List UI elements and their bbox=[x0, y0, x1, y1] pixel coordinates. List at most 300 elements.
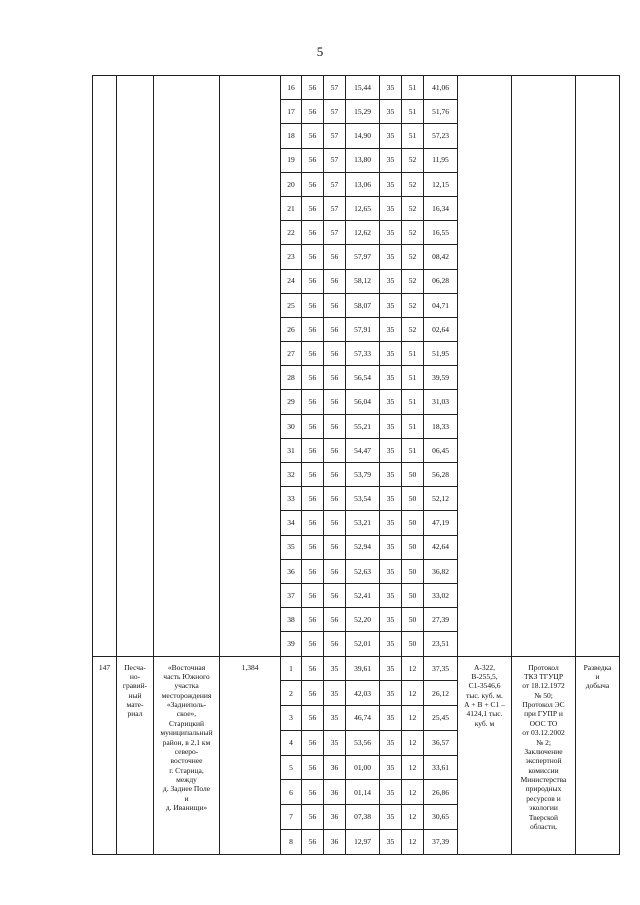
lat-deg-cell-text: 56 bbox=[308, 738, 317, 748]
lon-deg-cell-text: 35 bbox=[386, 494, 395, 504]
empty-use-cell bbox=[576, 76, 620, 657]
lat-sec-cell-text: 53,79 bbox=[354, 469, 371, 479]
lon-deg-cell bbox=[380, 830, 402, 855]
lon-sec-cell bbox=[424, 317, 458, 341]
lat-sec-cell bbox=[346, 124, 380, 148]
lat-min-cell-text: 57 bbox=[330, 107, 339, 117]
lon-sec-cell-text: 42,64 bbox=[432, 542, 449, 552]
lon-deg-cell-text: 35 bbox=[386, 663, 395, 673]
lat-sec-cell bbox=[346, 438, 380, 462]
lon-sec-cell-text: 39,59 bbox=[432, 373, 449, 383]
point-number-cell-text: 20 bbox=[287, 179, 295, 189]
lat-deg-cell-text: 56 bbox=[308, 155, 317, 165]
lon-deg-cell bbox=[380, 608, 402, 632]
lon-min-cell-text: 12 bbox=[408, 787, 417, 797]
lat-sec-cell bbox=[346, 608, 380, 632]
lat-min-cell-text: 57 bbox=[330, 228, 339, 238]
lon-min-cell-text: 12 bbox=[408, 663, 417, 673]
lat-deg-cell bbox=[302, 221, 324, 245]
lon-min-cell-text: 12 bbox=[408, 738, 417, 748]
lat-sec-cell bbox=[346, 706, 380, 731]
lon-min-cell-text: 52 bbox=[408, 155, 417, 165]
lat-deg-cell bbox=[302, 656, 324, 681]
lat-sec-cell bbox=[346, 559, 380, 583]
lat-sec-cell bbox=[346, 390, 380, 414]
lon-min-cell bbox=[402, 535, 424, 559]
point-number-cell bbox=[281, 196, 302, 220]
lon-min-cell bbox=[402, 583, 424, 607]
material-cell bbox=[117, 656, 154, 854]
lon-min-cell bbox=[402, 511, 424, 535]
lat-sec-cell bbox=[346, 245, 380, 269]
lat-deg-cell bbox=[302, 805, 324, 830]
lat-deg-cell-text: 56 bbox=[308, 542, 317, 552]
lon-sec-cell bbox=[424, 414, 458, 438]
lat-deg-cell-text: 56 bbox=[308, 639, 317, 649]
lon-sec-cell-text: 31,03 bbox=[432, 397, 449, 407]
lat-deg-cell bbox=[302, 559, 324, 583]
lat-min-cell-text: 57 bbox=[330, 203, 339, 213]
lon-deg-cell-text: 35 bbox=[386, 324, 395, 334]
lon-sec-cell-text: 27,39 bbox=[432, 615, 449, 625]
lat-min-cell bbox=[324, 559, 346, 583]
lat-deg-cell-text: 56 bbox=[308, 469, 317, 479]
lat-deg-cell-text: 56 bbox=[308, 837, 317, 847]
lon-min-cell-text: 50 bbox=[408, 615, 417, 625]
lon-min-cell bbox=[402, 269, 424, 293]
lat-min-cell-text: 57 bbox=[330, 155, 339, 165]
lat-deg-cell bbox=[302, 511, 324, 535]
lon-deg-cell-text: 35 bbox=[386, 373, 395, 383]
lat-deg-cell bbox=[302, 414, 324, 438]
lon-sec-cell bbox=[424, 366, 458, 390]
point-number-cell-text: 31 bbox=[287, 445, 295, 455]
point-number-cell-text: 8 bbox=[289, 837, 293, 847]
lon-min-cell bbox=[402, 317, 424, 341]
lon-sec-cell bbox=[424, 706, 458, 731]
point-number-cell bbox=[281, 487, 302, 511]
point-number-cell bbox=[281, 656, 302, 681]
lat-deg-cell bbox=[302, 342, 324, 366]
lon-sec-cell-text: 56,28 bbox=[432, 469, 449, 479]
point-number-cell bbox=[281, 293, 302, 317]
lat-sec-cell bbox=[346, 780, 380, 805]
lon-min-cell bbox=[402, 438, 424, 462]
lon-deg-cell-text: 35 bbox=[386, 82, 395, 92]
lon-sec-cell bbox=[424, 390, 458, 414]
lat-min-cell bbox=[324, 583, 346, 607]
lat-min-cell bbox=[324, 245, 346, 269]
lon-deg-cell bbox=[380, 245, 402, 269]
empty-number-cell bbox=[93, 76, 117, 657]
lat-sec-cell-text: 57,97 bbox=[354, 252, 371, 262]
lat-sec-cell-text: 58,12 bbox=[354, 276, 371, 286]
lat-deg-cell-text: 56 bbox=[308, 82, 317, 92]
lat-min-cell bbox=[324, 463, 346, 487]
lat-min-cell-text: 56 bbox=[330, 639, 339, 649]
lat-sec-cell-text: 39,61 bbox=[354, 663, 371, 673]
lat-deg-cell bbox=[302, 172, 324, 196]
lon-min-cell bbox=[402, 755, 424, 780]
usage-type-cell-text: Разведка и добыча bbox=[583, 662, 612, 691]
lat-min-cell bbox=[324, 293, 346, 317]
site-cell bbox=[154, 656, 220, 854]
lat-sec-cell bbox=[346, 269, 380, 293]
lon-min-cell bbox=[402, 463, 424, 487]
point-number-cell-text: 3 bbox=[289, 713, 293, 723]
point-number-cell bbox=[281, 317, 302, 341]
lon-deg-cell-text: 35 bbox=[386, 131, 395, 141]
lat-min-cell-text: 56 bbox=[330, 518, 339, 528]
lon-deg-cell bbox=[380, 730, 402, 755]
lon-deg-cell bbox=[380, 148, 402, 172]
point-number-cell-text: 36 bbox=[287, 566, 295, 576]
lon-sec-cell bbox=[424, 632, 458, 656]
lon-sec-cell bbox=[424, 559, 458, 583]
lon-deg-cell bbox=[380, 124, 402, 148]
lat-min-cell-text: 56 bbox=[330, 566, 339, 576]
lat-sec-cell-text: 57,91 bbox=[354, 324, 371, 334]
lat-sec-cell bbox=[346, 342, 380, 366]
lon-min-cell bbox=[402, 172, 424, 196]
lon-min-cell bbox=[402, 76, 424, 100]
lat-deg-cell-text: 56 bbox=[308, 713, 317, 723]
lat-min-cell bbox=[324, 608, 346, 632]
reserves-cell-text: А-322, В-255,5, С1-3546,6 тыс. куб. м. А + В + С1 – 4124,1 тыс. куб. м bbox=[464, 662, 505, 728]
lat-min-cell bbox=[324, 706, 346, 731]
lon-sec-cell-text: 51,95 bbox=[432, 348, 449, 358]
lon-deg-cell bbox=[380, 317, 402, 341]
lon-min-cell-text: 52 bbox=[408, 324, 417, 334]
point-number-cell-text: 1 bbox=[289, 663, 293, 673]
point-number-cell bbox=[281, 608, 302, 632]
point-number-cell bbox=[281, 366, 302, 390]
lat-min-cell-text: 56 bbox=[330, 469, 339, 479]
lat-sec-cell-text: 52,94 bbox=[354, 542, 371, 552]
lon-sec-cell bbox=[424, 342, 458, 366]
point-number-cell bbox=[281, 706, 302, 731]
lon-deg-cell-text: 35 bbox=[386, 397, 395, 407]
point-number-cell-text: 30 bbox=[287, 421, 295, 431]
point-number-cell bbox=[281, 632, 302, 656]
lat-min-cell-text: 56 bbox=[330, 300, 339, 310]
area-cell bbox=[220, 656, 281, 854]
lat-min-cell bbox=[324, 100, 346, 124]
lat-sec-cell bbox=[346, 755, 380, 780]
empty-documents-cell bbox=[512, 76, 576, 657]
point-number-cell bbox=[281, 414, 302, 438]
lat-deg-cell bbox=[302, 463, 324, 487]
lat-sec-cell-text: 12,65 bbox=[354, 203, 371, 213]
usage-type-cell bbox=[576, 656, 620, 854]
lat-min-cell-text: 56 bbox=[330, 445, 339, 455]
lon-deg-cell-text: 35 bbox=[386, 179, 395, 189]
lon-deg-cell bbox=[380, 559, 402, 583]
lat-min-cell bbox=[324, 76, 346, 100]
lat-deg-cell bbox=[302, 100, 324, 124]
lat-deg-cell bbox=[302, 196, 324, 220]
material-cell-text: Песча- но- гравий- ный мате- риал bbox=[122, 662, 148, 719]
point-number-cell-text: 6 bbox=[289, 787, 293, 797]
lon-min-cell bbox=[402, 805, 424, 830]
lat-sec-cell-text: 52,20 bbox=[354, 615, 371, 625]
lon-sec-cell-text: 51,76 bbox=[432, 107, 449, 117]
point-number-cell-text: 5 bbox=[289, 762, 293, 772]
lon-sec-cell-text: 12,15 bbox=[432, 179, 449, 189]
record-number-cell-text: 147 bbox=[98, 662, 111, 672]
lat-min-cell bbox=[324, 780, 346, 805]
lat-min-cell bbox=[324, 830, 346, 855]
lat-sec-cell-text: 52,01 bbox=[354, 639, 371, 649]
point-number-cell-text: 2 bbox=[289, 688, 293, 698]
lat-sec-cell-text: 55,21 bbox=[354, 421, 371, 431]
lon-min-cell-text: 51 bbox=[408, 107, 417, 117]
point-number-cell bbox=[281, 390, 302, 414]
lat-deg-cell bbox=[302, 390, 324, 414]
lon-deg-cell bbox=[380, 706, 402, 731]
lat-deg-cell-text: 56 bbox=[308, 590, 317, 600]
lon-min-cell-text: 51 bbox=[408, 373, 417, 383]
lat-deg-cell-text: 56 bbox=[308, 397, 317, 407]
record-number-cell bbox=[93, 656, 117, 854]
lat-sec-cell-text: 14,90 bbox=[354, 131, 371, 141]
lon-sec-cell bbox=[424, 463, 458, 487]
lon-min-cell bbox=[402, 414, 424, 438]
lon-deg-cell-text: 35 bbox=[386, 300, 395, 310]
lon-sec-cell bbox=[424, 293, 458, 317]
lat-sec-cell bbox=[346, 730, 380, 755]
lat-min-cell bbox=[324, 342, 346, 366]
lat-deg-cell-text: 56 bbox=[308, 276, 317, 286]
lat-sec-cell bbox=[346, 681, 380, 706]
lon-deg-cell-text: 35 bbox=[386, 252, 395, 262]
lon-sec-cell bbox=[424, 608, 458, 632]
lon-deg-cell bbox=[380, 414, 402, 438]
lon-deg-cell bbox=[380, 293, 402, 317]
lat-min-cell bbox=[324, 390, 346, 414]
page-number: 5 bbox=[316, 44, 324, 59]
point-number-cell bbox=[281, 805, 302, 830]
lat-sec-cell-text: 15,29 bbox=[354, 107, 371, 117]
lon-sec-cell bbox=[424, 245, 458, 269]
lon-deg-cell bbox=[380, 805, 402, 830]
lon-deg-cell-text: 35 bbox=[386, 203, 395, 213]
lon-sec-cell-text: 16,34 bbox=[432, 203, 449, 213]
lon-sec-cell bbox=[424, 438, 458, 462]
lat-min-cell-text: 56 bbox=[330, 373, 339, 383]
point-number-cell bbox=[281, 559, 302, 583]
lon-sec-cell-text: 37,39 bbox=[432, 837, 449, 847]
lat-deg-cell-text: 56 bbox=[308, 179, 317, 189]
lat-deg-cell bbox=[302, 706, 324, 731]
lat-deg-cell bbox=[302, 681, 324, 706]
lat-deg-cell bbox=[302, 535, 324, 559]
lat-sec-cell-text: 12,62 bbox=[354, 228, 371, 238]
lon-sec-cell bbox=[424, 172, 458, 196]
lon-min-cell bbox=[402, 730, 424, 755]
lon-min-cell-text: 52 bbox=[408, 203, 417, 213]
reserves-cell bbox=[458, 656, 512, 854]
lat-min-cell bbox=[324, 366, 346, 390]
lat-sec-cell bbox=[346, 148, 380, 172]
lon-deg-cell-text: 35 bbox=[386, 445, 395, 455]
lon-sec-cell-text: 47,19 bbox=[432, 518, 449, 528]
lat-min-cell bbox=[324, 414, 346, 438]
lat-sec-cell bbox=[346, 487, 380, 511]
lon-min-cell bbox=[402, 487, 424, 511]
lat-sec-cell bbox=[346, 463, 380, 487]
lon-sec-cell-text: 16,55 bbox=[432, 228, 449, 238]
lat-sec-cell-text: 56,04 bbox=[354, 397, 371, 407]
lat-min-cell bbox=[324, 632, 346, 656]
lat-deg-cell bbox=[302, 755, 324, 780]
lat-min-cell bbox=[324, 535, 346, 559]
lon-sec-cell bbox=[424, 269, 458, 293]
lat-sec-cell-text: 07,38 bbox=[354, 812, 371, 822]
lat-sec-cell-text: 13,06 bbox=[354, 179, 371, 189]
lat-sec-cell-text: 46,74 bbox=[354, 713, 371, 723]
lon-min-cell bbox=[402, 100, 424, 124]
lat-min-cell-text: 36 bbox=[330, 762, 339, 772]
lon-sec-cell-text: 37,35 bbox=[432, 663, 449, 673]
lon-sec-cell bbox=[424, 681, 458, 706]
lon-sec-cell bbox=[424, 76, 458, 100]
lon-sec-cell-text: 02,64 bbox=[432, 324, 449, 334]
lat-deg-cell bbox=[302, 830, 324, 855]
point-number-cell-text: 33 bbox=[287, 494, 295, 504]
lat-min-cell bbox=[324, 148, 346, 172]
lon-sec-cell bbox=[424, 124, 458, 148]
lon-min-cell-text: 50 bbox=[408, 542, 417, 552]
lat-sec-cell-text: 52,41 bbox=[354, 590, 371, 600]
point-number-cell bbox=[281, 269, 302, 293]
lat-min-cell-text: 35 bbox=[330, 738, 339, 748]
lon-sec-cell bbox=[424, 100, 458, 124]
point-number-cell bbox=[281, 172, 302, 196]
lon-min-cell-text: 52 bbox=[408, 252, 417, 262]
lat-deg-cell-text: 56 bbox=[308, 228, 317, 238]
lon-min-cell bbox=[402, 148, 424, 172]
lat-min-cell-text: 57 bbox=[330, 131, 339, 141]
lat-sec-cell-text: 13,80 bbox=[354, 155, 371, 165]
point-number-cell-text: 29 bbox=[287, 397, 295, 407]
point-number-cell bbox=[281, 124, 302, 148]
lon-deg-cell-text: 35 bbox=[386, 615, 395, 625]
point-number-cell bbox=[281, 463, 302, 487]
lon-sec-cell bbox=[424, 780, 458, 805]
lon-sec-cell-text: 41,06 bbox=[432, 82, 449, 92]
lat-min-cell-text: 56 bbox=[330, 276, 339, 286]
lon-deg-cell-text: 35 bbox=[386, 787, 395, 797]
lat-min-cell bbox=[324, 196, 346, 220]
point-number-cell-text: 37 bbox=[287, 590, 295, 600]
lon-deg-cell bbox=[380, 100, 402, 124]
lon-min-cell-text: 12 bbox=[408, 713, 417, 723]
lat-deg-cell bbox=[302, 487, 324, 511]
lon-min-cell bbox=[402, 196, 424, 220]
lon-min-cell bbox=[402, 124, 424, 148]
lat-sec-cell bbox=[346, 656, 380, 681]
lat-deg-cell-text: 56 bbox=[308, 324, 317, 334]
point-number-cell-text: 25 bbox=[287, 300, 295, 310]
lat-min-cell-text: 56 bbox=[330, 542, 339, 552]
lat-sec-cell-text: 52,63 bbox=[354, 566, 371, 576]
lon-deg-cell bbox=[380, 755, 402, 780]
lon-deg-cell bbox=[380, 221, 402, 245]
lat-deg-cell bbox=[302, 608, 324, 632]
point-number-cell-text: 34 bbox=[287, 518, 295, 528]
lon-min-cell-text: 51 bbox=[408, 348, 417, 358]
point-number-cell-text: 39 bbox=[287, 639, 295, 649]
lon-min-cell-text: 52 bbox=[408, 228, 417, 238]
lon-min-cell bbox=[402, 706, 424, 731]
lat-min-cell-text: 36 bbox=[330, 812, 339, 822]
lat-deg-cell-text: 56 bbox=[308, 445, 317, 455]
lon-deg-cell-text: 35 bbox=[386, 566, 395, 576]
lat-deg-cell-text: 56 bbox=[308, 812, 317, 822]
lon-deg-cell bbox=[380, 632, 402, 656]
point-number-cell bbox=[281, 681, 302, 706]
lon-deg-cell bbox=[380, 656, 402, 681]
lon-sec-cell-text: 26,12 bbox=[432, 688, 449, 698]
lon-sec-cell bbox=[424, 805, 458, 830]
lat-min-cell-text: 56 bbox=[330, 615, 339, 625]
lat-deg-cell-text: 56 bbox=[308, 518, 317, 528]
lon-deg-cell bbox=[380, 681, 402, 706]
lat-sec-cell bbox=[346, 830, 380, 855]
lat-min-cell bbox=[324, 269, 346, 293]
lon-deg-cell bbox=[380, 269, 402, 293]
lon-min-cell-text: 51 bbox=[408, 131, 417, 141]
lat-sec-cell-text: 53,54 bbox=[354, 494, 371, 504]
lat-deg-cell-text: 56 bbox=[308, 348, 317, 358]
lon-min-cell-text: 50 bbox=[408, 494, 417, 504]
lat-deg-cell bbox=[302, 317, 324, 341]
area-cell-text: 1,384 bbox=[241, 662, 259, 672]
empty-site-cell bbox=[154, 76, 220, 657]
lon-sec-cell bbox=[424, 583, 458, 607]
lon-sec-cell bbox=[424, 511, 458, 535]
record-147-body bbox=[93, 656, 620, 854]
lon-sec-cell-text: 36,82 bbox=[432, 566, 449, 576]
lon-min-cell bbox=[402, 632, 424, 656]
lat-min-cell bbox=[324, 487, 346, 511]
lat-deg-cell-text: 56 bbox=[308, 203, 317, 213]
coordinate-row bbox=[93, 656, 620, 681]
lat-min-cell bbox=[324, 438, 346, 462]
point-number-cell-text: 21 bbox=[287, 203, 295, 213]
lon-sec-cell bbox=[424, 730, 458, 755]
point-number-cell-text: 7 bbox=[289, 812, 293, 822]
lat-deg-cell-text: 56 bbox=[308, 107, 317, 117]
lat-sec-cell-text: 57,33 bbox=[354, 348, 371, 358]
lon-deg-cell-text: 35 bbox=[386, 590, 395, 600]
point-number-cell bbox=[281, 148, 302, 172]
lon-sec-cell-text: 18,33 bbox=[432, 421, 449, 431]
lat-deg-cell-text: 56 bbox=[308, 421, 317, 431]
lat-deg-cell bbox=[302, 438, 324, 462]
lon-min-cell bbox=[402, 390, 424, 414]
lon-sec-cell bbox=[424, 830, 458, 855]
lon-min-cell-text: 12 bbox=[408, 762, 417, 772]
lat-min-cell bbox=[324, 681, 346, 706]
empty-area-cell bbox=[220, 76, 281, 657]
lon-min-cell bbox=[402, 245, 424, 269]
lat-sec-cell bbox=[346, 632, 380, 656]
point-number-cell bbox=[281, 245, 302, 269]
lat-deg-cell bbox=[302, 730, 324, 755]
point-number-cell-text: 38 bbox=[287, 615, 295, 625]
